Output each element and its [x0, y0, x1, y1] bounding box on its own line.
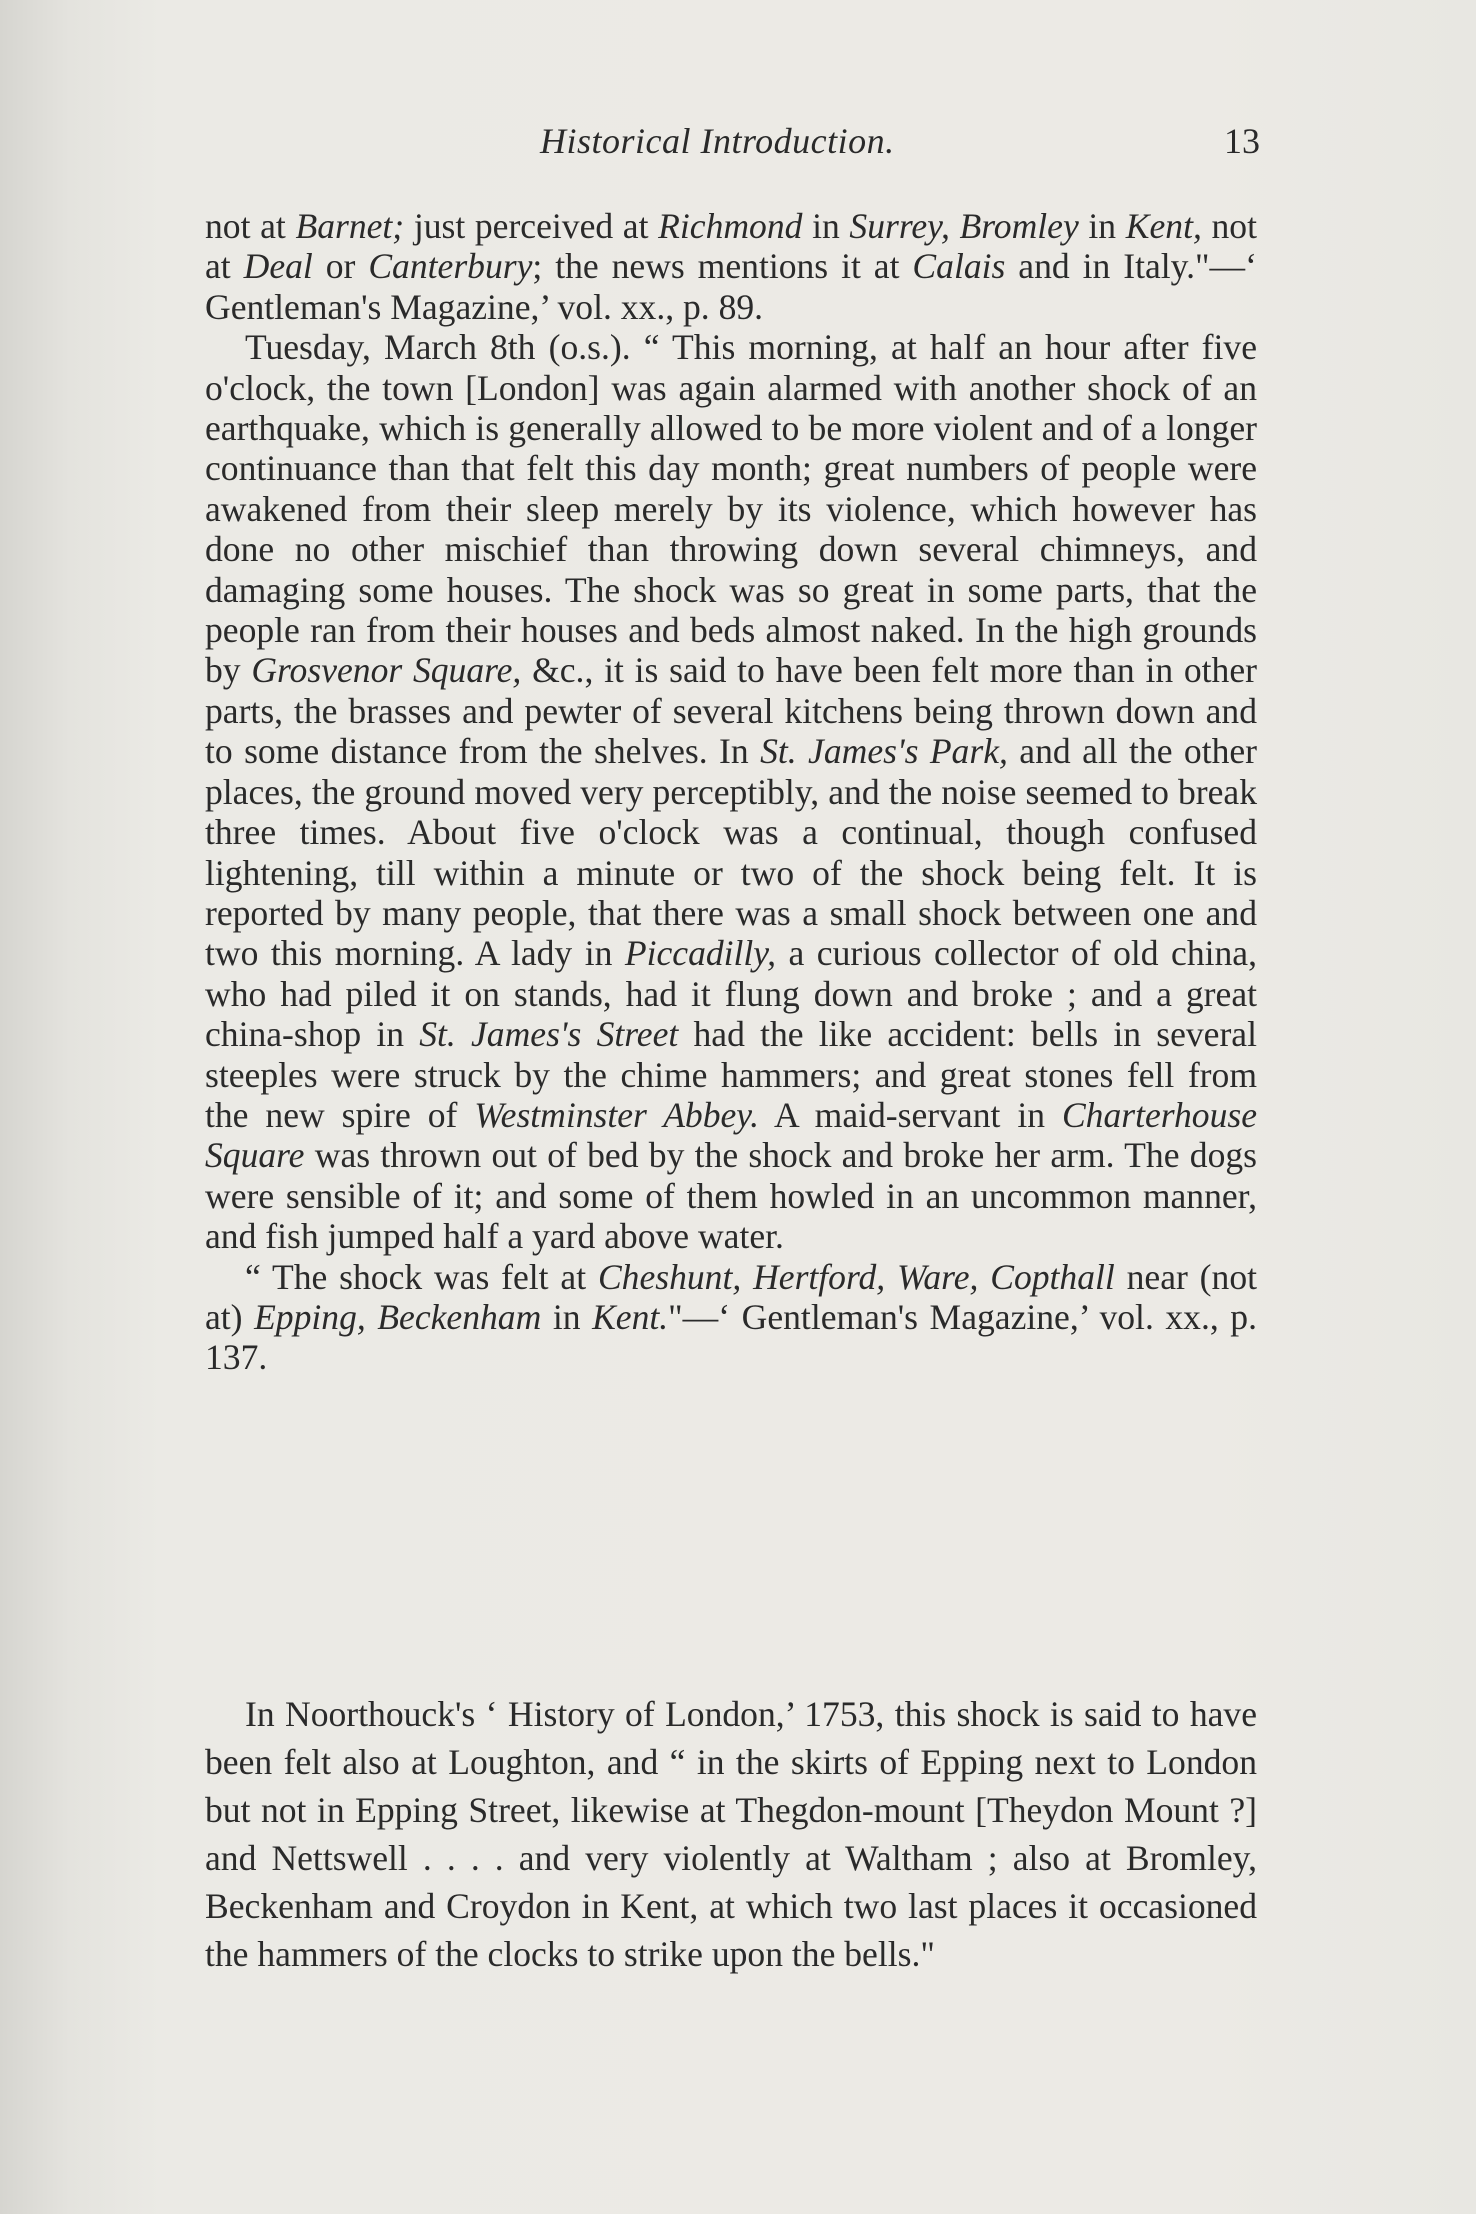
- quote-paragraph-2: [205, 327, 1257, 1256]
- text-run: a curious collector of old china, who had piled it on stands, had it flung down and broke ; and a great china-shop in: [205, 933, 1257, 1055]
- text-run: in: [802, 206, 850, 246]
- text-run: not at: [205, 206, 1257, 287]
- italic-place-name: Westminster Abbey.: [474, 1094, 760, 1135]
- italic-place-name: Calais: [912, 246, 1006, 287]
- text-run: &c., it is said to have been felt more than in other parts, the brasses and pewter of several kitchens being thrown down and to some distance from the shelves. In: [205, 650, 1257, 772]
- italic-place-name: Piccadilly,: [624, 933, 777, 974]
- italic-place-name: Kent,: [1125, 206, 1202, 246]
- italic-place-name: Deal: [243, 246, 313, 287]
- italic-place-name: Canterbury: [368, 246, 533, 287]
- quoted-passage: [205, 206, 1257, 1378]
- text-run: near (not at): [205, 1256, 1257, 1337]
- text-run: and all the other places, the ground moved very perceptibly, and the noise seemed to break three times. About five o'clock was a continual, though confused lightening, till within a minute or two of the shock being felt. It is reported by many people, that there was a small shock between one and two this morning. A lady in: [205, 731, 1258, 974]
- text-run: or: [312, 246, 369, 287]
- text-run: not at: [205, 206, 296, 246]
- italic-place-name: Surrey, Bromley: [849, 206, 1079, 246]
- quote-paragraph-3: [205, 1257, 1257, 1378]
- italic-place-name: St. James's Street: [419, 1014, 679, 1055]
- italic-place-name: Grosvenor Square,: [251, 650, 522, 691]
- text-run: and in Italy."—‘ Gentleman's Magazine,’ vol. xx., p. 89.: [205, 246, 1257, 327]
- page-header: [200, 120, 1260, 180]
- text-run: “ The shock was felt at: [245, 1256, 598, 1297]
- text-run: in: [541, 1296, 593, 1337]
- quote-paragraph-1: [205, 206, 1257, 327]
- text-run: in: [1078, 206, 1126, 246]
- running-title: Historical Introduction.: [540, 121, 895, 161]
- text-run: Tuesday, March 8th (o.s.). “ This morning, at half an hour after five o'clock, the town [London] was again alarmed with another shock of an earthquake, which is generally allowed to be more violent and of a longer continuance than that felt this day month; great numbers of people were awakened from their sleep merely by its violence, which however has done no other mischief than throwing down several chimneys, and damaging some houses. The shock was so great in some parts, that the people ran from their houses and beds almost naked. In the high grounds by: [205, 327, 1257, 691]
- page-number: 13: [1224, 121, 1260, 161]
- text-run: ; the news mentions it at: [532, 246, 913, 287]
- italic-place-name: Cheshunt, Hertford, Ware, Copthall: [597, 1256, 1115, 1297]
- italic-place-name: Barnet;: [295, 206, 405, 246]
- text-run: "—‘ Gentleman's Magazine,’ vol. xx., p. 137.: [205, 1296, 1257, 1378]
- text-run: just perceived at: [404, 206, 659, 246]
- italic-place-name: St. James's Park,: [760, 731, 1008, 772]
- italic-place-name: Richmond: [658, 206, 803, 246]
- narrative-paragraph: In Noorthouck's ‘ History of London,’ 1753, this shock is said to have been felt also at Loughton, and “ in the skirts of Epping next to London but not in Epping Street, likewise at Thegdon-mount [Theydon Mount ?] and Nettswell . . . . and very violently at Waltham ; also at Bromley, Beckenham and Croydon in Kent, at which two last places it occasioned the hammers of the clocks to strike upon the bells.": [205, 1694, 1257, 1974]
- text-run: A maid-servant in: [759, 1094, 1062, 1135]
- italic-place-name: Kent.: [592, 1296, 669, 1337]
- text-run: had the like accident: bells in several steeples were struck by the chime hammers; and great stones fell from the new spire of: [205, 1014, 1257, 1135]
- italic-place-name: Charterhouse Square: [205, 1094, 1257, 1176]
- text-run: was thrown out of bed by the shock and broke her arm. The dogs were sensible of it; and some of them howled in an uncommon manner, and fish jumped half a yard above water.: [205, 1135, 1257, 1257]
- italic-place-name: Epping, Beckenham: [254, 1296, 542, 1337]
